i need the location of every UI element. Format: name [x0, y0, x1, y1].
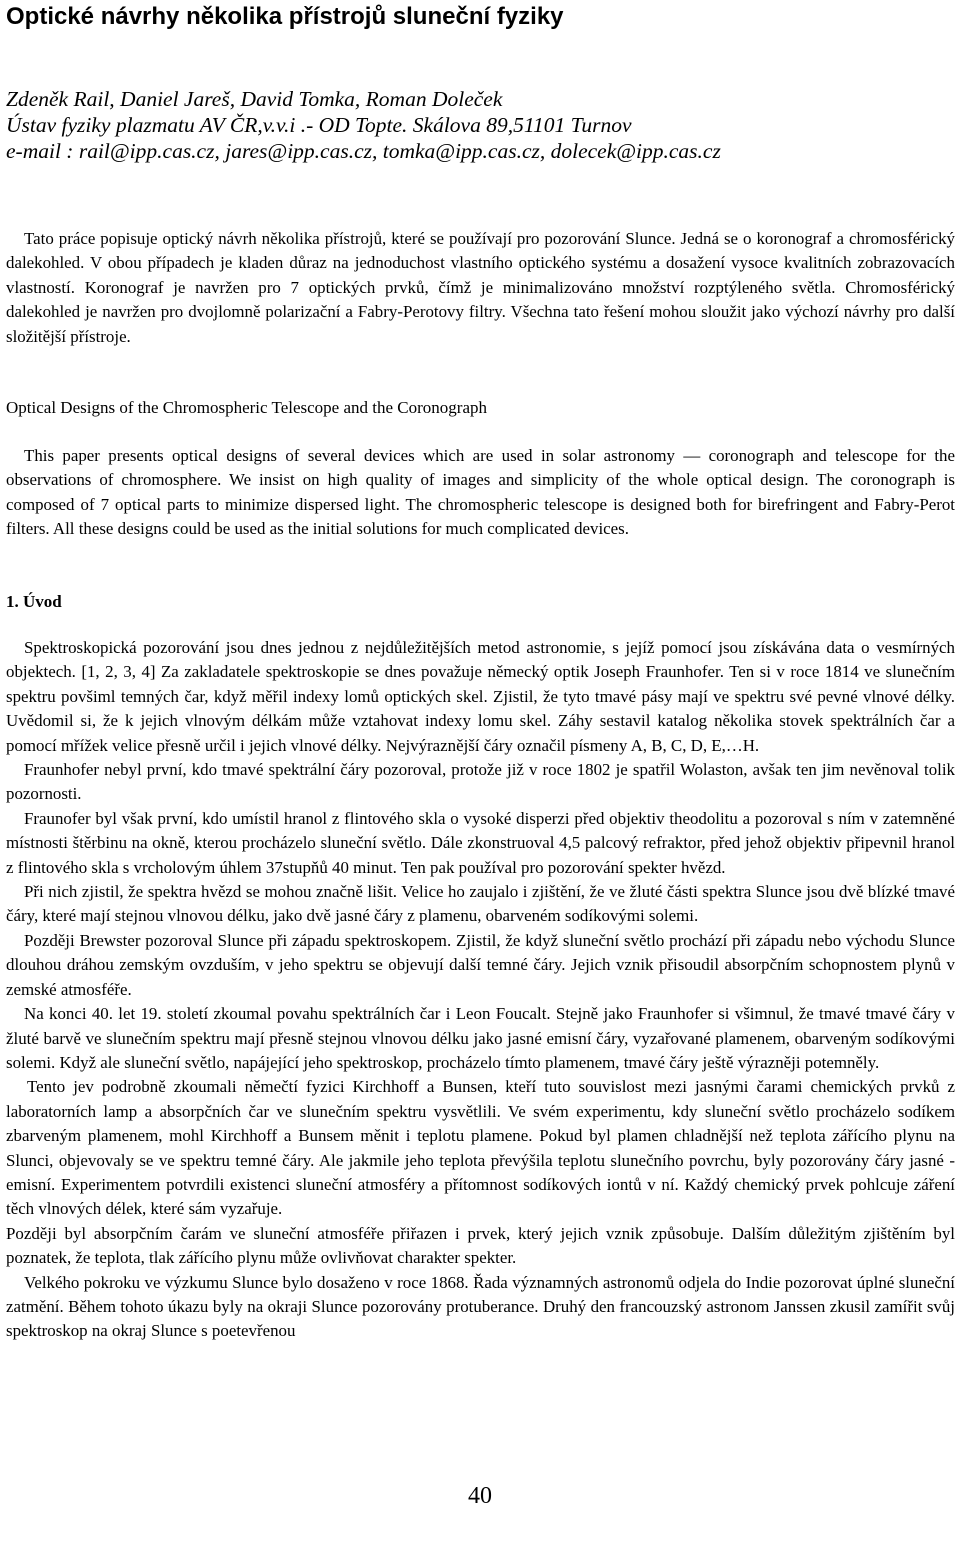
abstract-english-text: This paper presents optical designs of several devices which are used in solar astronomy — coronograph and telescope for the observations of chromosphere. We insist on high quality of images and simplicity of the whole optical design. The coronograph is composed of 7 optical parts to minimize dispersed light. The chromospheric telescope is designed both for birefringent and Fabry-Perot filters. All these designs could be used as the initial solutions for much complicated devices.: [6, 446, 955, 539]
page-number: 40: [468, 1483, 492, 1509]
introduction-body: [6, 636, 955, 1344]
paper-title: Optické návrhy několika přístrojů sluneční fyziky: [6, 3, 564, 30]
abstract-english: [6, 444, 955, 542]
author-emails: e-mail : rail@ipp.cas.cz, jares@ipp.cas.cz, tomka@ipp.cas.cz, dolecek@ipp.cas.cz: [6, 139, 721, 163]
paragraph: Tento jev podrobně zkoumali němečtí fyzici Kirchhoff a Bunsen, kteří tuto souvislost mezi jasnými čarami chemických prvků z laboratorních lamp a absorpčních čar ve slunečním spektru vysvětlili. Ve svém experimentu, kdy sluneční světlo procházelo sodíkem zbarveným plamenem, mohl Kirchhoff a Bunsem měnit i teplotu plamene. Pokud byl plamen chladnější než teplota zářícího plynu na Slunci, objevovaly se ve spektru temné čáry. Ale jakmile jeho teplota převýšila teplotu slunečního povrchu, byly pozorovány čáry jasné - emisní. Experimentem potvrdili existenci sluneční atmosféry a přítomnost sodíkových iontů v ní. Každý chemický prvek pohlcuje záření těch vlnových délek, které sám vyzařuje.: [6, 1077, 955, 1219]
paragraph: Později Brewster pozoroval Slunce při západu spektroskopem. Zjistil, že když sluneční světlo prochází při západu nebo východu Slunce dlouhou dráhou zemským ovzduším, v jeho spektru se objevují další temné čáry. Jejich vznik přisoudil absorpčním schopnostem plynů v zemské atmosféře.: [6, 930, 955, 999]
abstract-czech-text: Tato práce popisuje optický návrh několika přístrojů, které se používají pro pozorování Slunce. Jedná se o koronograf a chromosférický dalekohled. V obou případech je kladen důraz na jednoduchost vlastního optického systému a dosažení vysoce kvalitních zobrazovacích vlastností. Koronograf je navržen pro 7 optických prvků, čímž je minimalizováno množství rozptýleného světla. Chromosférický dalekohled je navržen pro dvojlomně polarizační a Fabry-Perotovy filtry. Všechna tato řešení mohou sloužit jako výchozí návrhy pro další složitější přístroje.: [6, 229, 955, 346]
paragraph: Fraunofer byl však první, kdo umístil hranol z flintového skla o vysoké disperzi před objektiv theodolitu a pozoroval s ním v zatemněné místnosti štěrbinu na okně, kterou procházelo sluneční světlo. Dále zkonstruoval 4,5 palcový refraktor, před jehož objektiv připevnil hranol z flintového skla s vrcholovým úhlem 37stupňů 40 minut. Ten pak používal pro pozorování spekter hvězd.: [6, 808, 955, 877]
section-heading: 1. Úvod: [6, 592, 62, 611]
paragraph: Spektroskopická pozorování jsou dnes jednou z nejdůležitějších metod astronomie, s jejíž pomocí jsou získávána data o vesmírných objektech. [1, 2, 3, 4] Za zakladatele spektroskopie se dnes považuje německý optik Joseph Fraunhofer. Ten si v roce 1814 ve slunečním spektru povšiml temných čar, když měřil indexy lomů optických skel. Zjistil, že tyto tmavé pásy mají ve spektru své pevné vlnové délky. Uvědomil si, že k jejich vlnovým délkám může vztahovat indexy lomu skel. Záhy sestavil katalog několika stovek spektrálních čar a pomocí mřížek velice přesně určil i jejich vlnové délky. Nejvýraznější čáry označil písmeny A, B, C, D, E,…H.: [6, 638, 955, 755]
paragraph: Fraunhofer nebyl první, kdo tmavé spektrální čáry pozoroval, protože již v roce 1802 je spatřil Wolaston, avšak ten jim nevěnoval tolik pozornosti.: [6, 760, 955, 804]
author-names: Zdeněk Rail, Daniel Jareš, David Tomka, Roman Doleček: [6, 87, 503, 111]
paragraph: Na konci 40. let 19. století zkoumal povahu spektrálních čar i Leon Foucalt. Stejně jako Fraunhofer si všimnul, že tmavé tmavé čáry v žluté barvě ve slunečním spektru mají přesně stejnou vlnovou délku jako jasné emisní čáry, vyzařované plamenem, obarveným sodíkovými solemi. Když ale sluneční světlo, napájející jeho spektroskop, procházelo tímto plamenem, tmavé čáry ještě výrazněji potemněly.: [6, 1004, 955, 1072]
paragraph: Při nich zjistil, že spektra hvězd se mohou značně lišit. Velice ho zaujalo i zjištění, že ve žluté části spektra Slunce jsou dvě blízké tmavé čáry, které mají stejnou vlnovou délku, jako dvě jasné čáry z plamenu, obarveném sodíkovými solemi.: [6, 882, 955, 926]
author-institute: Ústav fyziky plazmatu AV ČR,v.v.i .- OD Topte. Skálova 89,51101 Turnov: [6, 113, 632, 137]
paragraph: Velkého pokroku ve výzkumu Slunce bylo dosaženo v roce 1868. Řada významných astronomů odjela do Indie pozorovat úplné sluneční zatmění. Během tohoto úkazu byly na okraji Slunce pozorovány protuberance. Druhý den francouzský astronom Janssen zkusil zamířit svůj spektroskop na okraj Slunce s poetevřenou: [6, 1272, 955, 1341]
abstract-czech: [6, 227, 955, 349]
paragraph: Později byl absorpčním čarám ve sluneční atmosféře přiřazen i prvek, který jejich vznik způsobuje. Dalším důležitým zjištěním byl poznatek, že teplota, tlak zářícího plynu může ovlivňovat charakter spekter.: [6, 1223, 955, 1268]
english-title: Optical Designs of the Chromospheric Telescope and the Coronograph: [6, 398, 487, 417]
author-block: [6, 86, 721, 164]
